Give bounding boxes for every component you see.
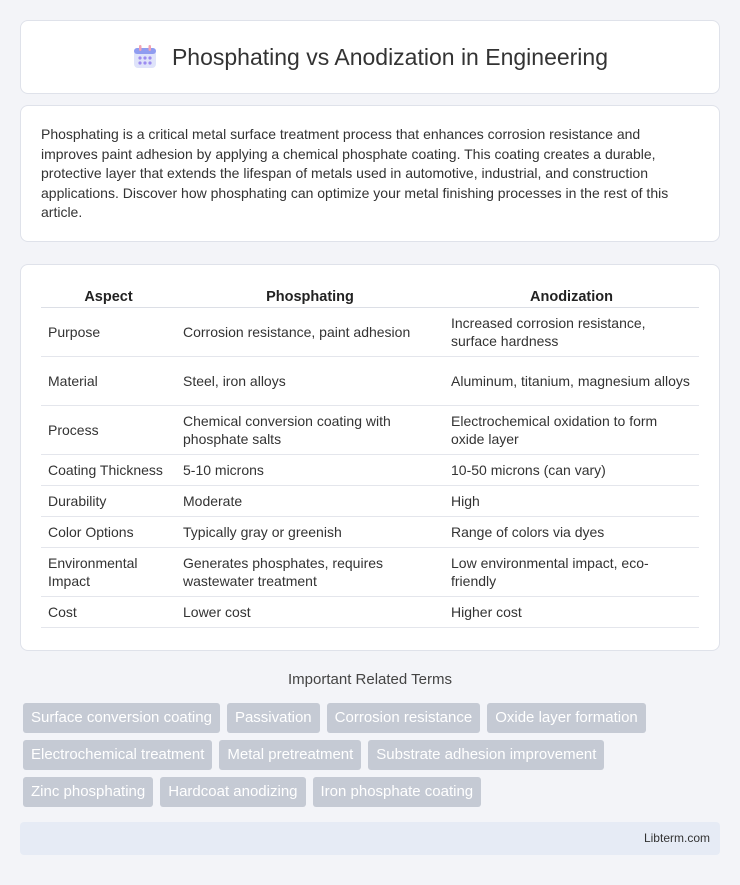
table-row xyxy=(41,597,699,628)
related-term-tag[interactable]: Surface conversion coating xyxy=(23,703,220,733)
table-cell: Generates phosphates, requires wastewater treatment xyxy=(176,548,444,597)
table-cell: 5-10 microns xyxy=(176,455,444,486)
related-term-tag[interactable]: Electrochemical treatment xyxy=(23,740,212,770)
table-row xyxy=(41,517,699,548)
table-cell: Higher cost xyxy=(444,597,699,628)
comparison-table-card xyxy=(20,264,720,651)
table-cell: Coating Thickness xyxy=(41,455,176,486)
intro-card xyxy=(20,105,720,242)
related-term-tag[interactable]: Iron phosphate coating xyxy=(313,777,482,807)
table-cell: Moderate xyxy=(176,486,444,517)
table-row xyxy=(41,357,699,406)
table-cell: Cost xyxy=(41,597,176,628)
comparison-table xyxy=(41,285,699,628)
table-cell: Increased corrosion resistance, surface hardness xyxy=(444,308,699,357)
related-term-tag[interactable]: Zinc phosphating xyxy=(23,777,153,807)
table-cell: Purpose xyxy=(41,308,176,357)
related-term-tag[interactable]: Corrosion resistance xyxy=(327,703,481,733)
table-cell: High xyxy=(444,486,699,517)
related-term-tag[interactable]: Substrate adhesion improvement xyxy=(368,740,604,770)
table-cell: Environmental Impact xyxy=(41,548,176,597)
header-aspect: Aspect xyxy=(41,285,176,308)
footer xyxy=(20,822,720,855)
table-cell: Corrosion resistance, paint adhesion xyxy=(176,308,444,357)
related-term-tag[interactable]: Passivation xyxy=(227,703,320,733)
header-phosphating: Phosphating xyxy=(176,285,444,308)
table-cell: Low environmental impact, eco-friendly xyxy=(444,548,699,597)
table-cell: Lower cost xyxy=(176,597,444,628)
table-cell: Range of colors via dyes xyxy=(444,517,699,548)
table-cell: Steel, iron alloys xyxy=(176,357,444,406)
header-card xyxy=(20,20,720,94)
related-term-tag[interactable]: Hardcoat anodizing xyxy=(160,777,305,807)
table-cell: Aluminum, titanium, magnesium alloys xyxy=(444,357,699,406)
calendar-icon xyxy=(132,44,158,70)
table-row xyxy=(41,308,699,357)
table-row xyxy=(41,548,699,597)
table-row xyxy=(41,455,699,486)
related-term-tag[interactable]: Oxide layer formation xyxy=(487,703,646,733)
page-title: Phosphating vs Anodization in Engineering xyxy=(171,43,609,70)
intro-text: Phosphating is a critical metal surface treatment process that enhances corrosion resistance and improves paint adhesion by applying a chemical phosphate coating. This coating creates a durable, protective layer that extends the lifespan of metals used in automotive, industrial, and construction applications. Discover how phosphating can optimize your metal finishing processes in the rest of this article. xyxy=(41,126,669,220)
table-header-row xyxy=(41,285,699,308)
table-row xyxy=(41,406,699,455)
table-cell: Color Options xyxy=(41,517,176,548)
related-terms-title: Important Related Terms xyxy=(288,671,452,688)
related-term-tag[interactable]: Metal pretreatment xyxy=(219,740,361,770)
table-cell: Material xyxy=(41,357,176,406)
header-anodization: Anodization xyxy=(444,285,699,308)
table-cell: 10-50 microns (can vary) xyxy=(444,455,699,486)
footer-brand-link[interactable]: Libterm.com xyxy=(643,831,710,845)
table-cell: Chemical conversion coating with phosphate salts xyxy=(176,406,444,455)
table-cell: Process xyxy=(41,406,176,455)
table-cell: Durability xyxy=(41,486,176,517)
table-cell: Electrochemical oxidation to form oxide layer xyxy=(444,406,699,455)
table-cell: Typically gray or greenish xyxy=(176,517,444,548)
related-terms-list xyxy=(23,703,723,807)
table-row xyxy=(41,486,699,517)
